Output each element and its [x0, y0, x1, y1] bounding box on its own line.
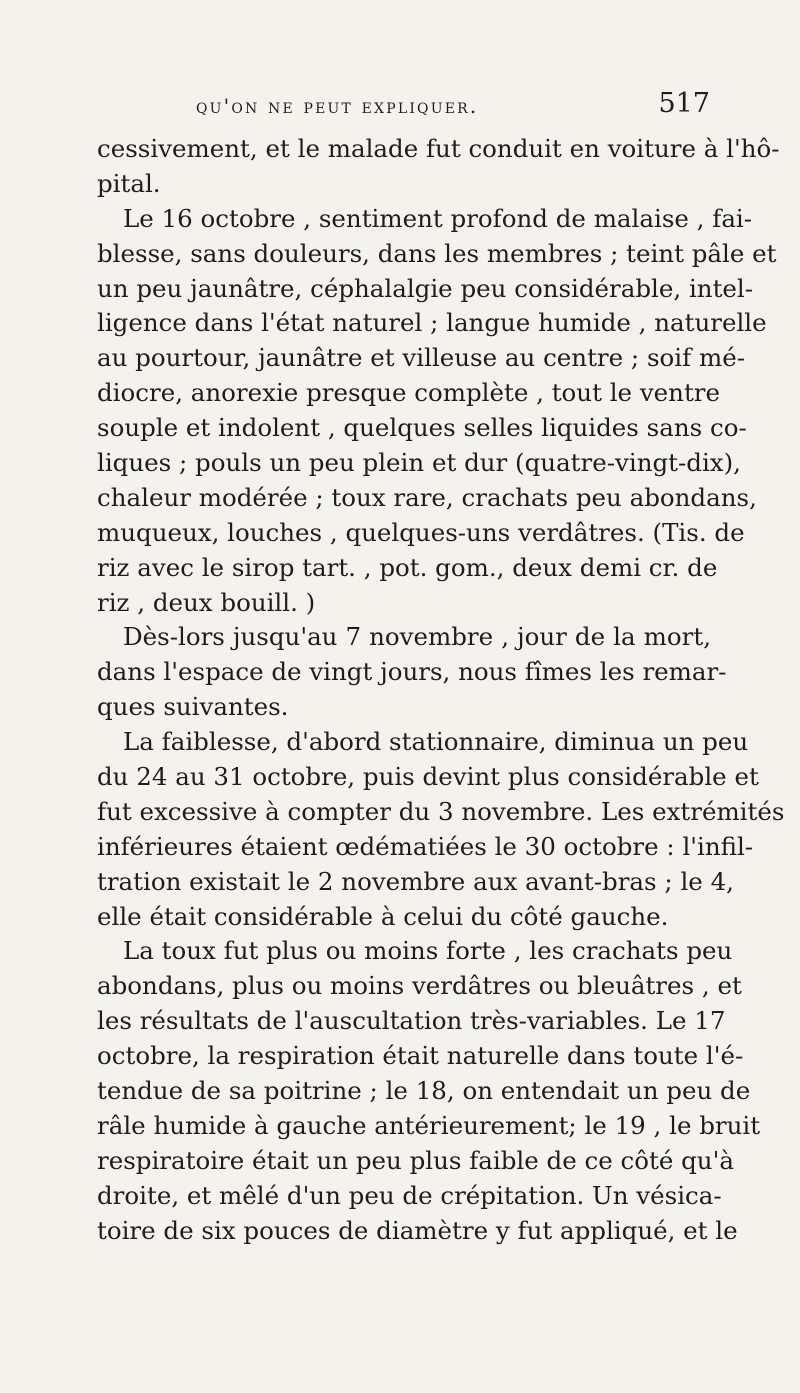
text-line: Le 16 octobre , sentiment profond de malaise , fai-	[123, 203, 753, 233]
text-line: un peu jaunâtre, céphalalgie peu considérable, intel-	[97, 273, 754, 303]
body-text	[97, 132, 785, 1249]
page-number: 517	[658, 88, 710, 119]
text-line: souple et indolent , quelques selles liquides sans co-	[97, 413, 747, 443]
text-line: ques suivantes.	[97, 692, 289, 722]
text-line: riz , deux bouill. )	[97, 587, 316, 617]
text-line: diocre, anorexie presque complète , tout le ventre	[97, 378, 721, 408]
text-line: elle était considérable à celui du côté gauche.	[97, 901, 669, 931]
text-line: La toux fut plus ou moins forte , les crachats peu	[123, 936, 733, 966]
text-line: râle humide à gauche antérieurement; le 19 , le bruit	[97, 1110, 761, 1140]
text-line: du 24 au 31 octobre, puis devint plus considérable et	[97, 762, 759, 792]
text-line: ligence dans l'état naturel ; langue humide , naturelle	[97, 308, 767, 338]
text-line: toire de six pouces de diamètre y fut appliqué, et le	[97, 1215, 738, 1245]
text-line: droite, et mêlé d'un peu de crépitation. Un vésica-	[97, 1180, 722, 1210]
text-line: riz avec le sirop tart. , pot. gom., deux demi cr. de	[97, 552, 718, 582]
text-line: tendue de sa poitrine ; le 18, on entendait un peu de	[97, 1076, 751, 1106]
text-line: inférieures étaient œdématiées le 30 octobre : l'infil-	[97, 831, 754, 861]
text-line: tration existait le 2 novembre aux avant-bras ; le 4,	[97, 866, 734, 896]
text-line: chaleur modérée ; toux rare, crachats peu abondans,	[97, 482, 757, 512]
text-line: pital.	[97, 168, 161, 198]
text-line: liques ; pouls un peu plein et dur (quatre-vingt-dix),	[97, 448, 741, 478]
text-line: les résultats de l'auscultation très-variables. Le 17	[97, 1006, 726, 1036]
text-line: blesse, sans douleurs, dans les membres ; teint pâle et	[97, 238, 777, 268]
text-line: cessivement, et le malade fut conduit en voiture à l'hô-	[97, 134, 780, 163]
text-line: respiratoire était un peu plus faible de ce côté qu'à	[97, 1145, 734, 1175]
text-line: abondans, plus ou moins verdâtres ou bleuâtres , et	[97, 971, 742, 1001]
running-head: qu'on ne peut expliquer.	[196, 94, 479, 118]
text-line: au pourtour, jaunâtre et villeuse au centre ; soif mé-	[97, 343, 745, 373]
text-line: La faiblesse, d'abord stationnaire, diminua un peu	[123, 727, 749, 757]
text-line: octobre, la respiration était naturelle dans toute l'é-	[97, 1041, 744, 1071]
text-line: fut excessive à compter du 3 novembre. Les extrémités	[97, 796, 785, 826]
text-line: muqueux, louches , quelques-uns verdâtres. (Tis. de	[97, 517, 745, 547]
page-header	[100, 88, 710, 128]
text-line: dans l'espace de vingt jours, nous fîmes les remar-	[97, 657, 727, 687]
text-line: Dès-lors jusqu'au 7 novembre , jour de la mort,	[123, 622, 711, 652]
